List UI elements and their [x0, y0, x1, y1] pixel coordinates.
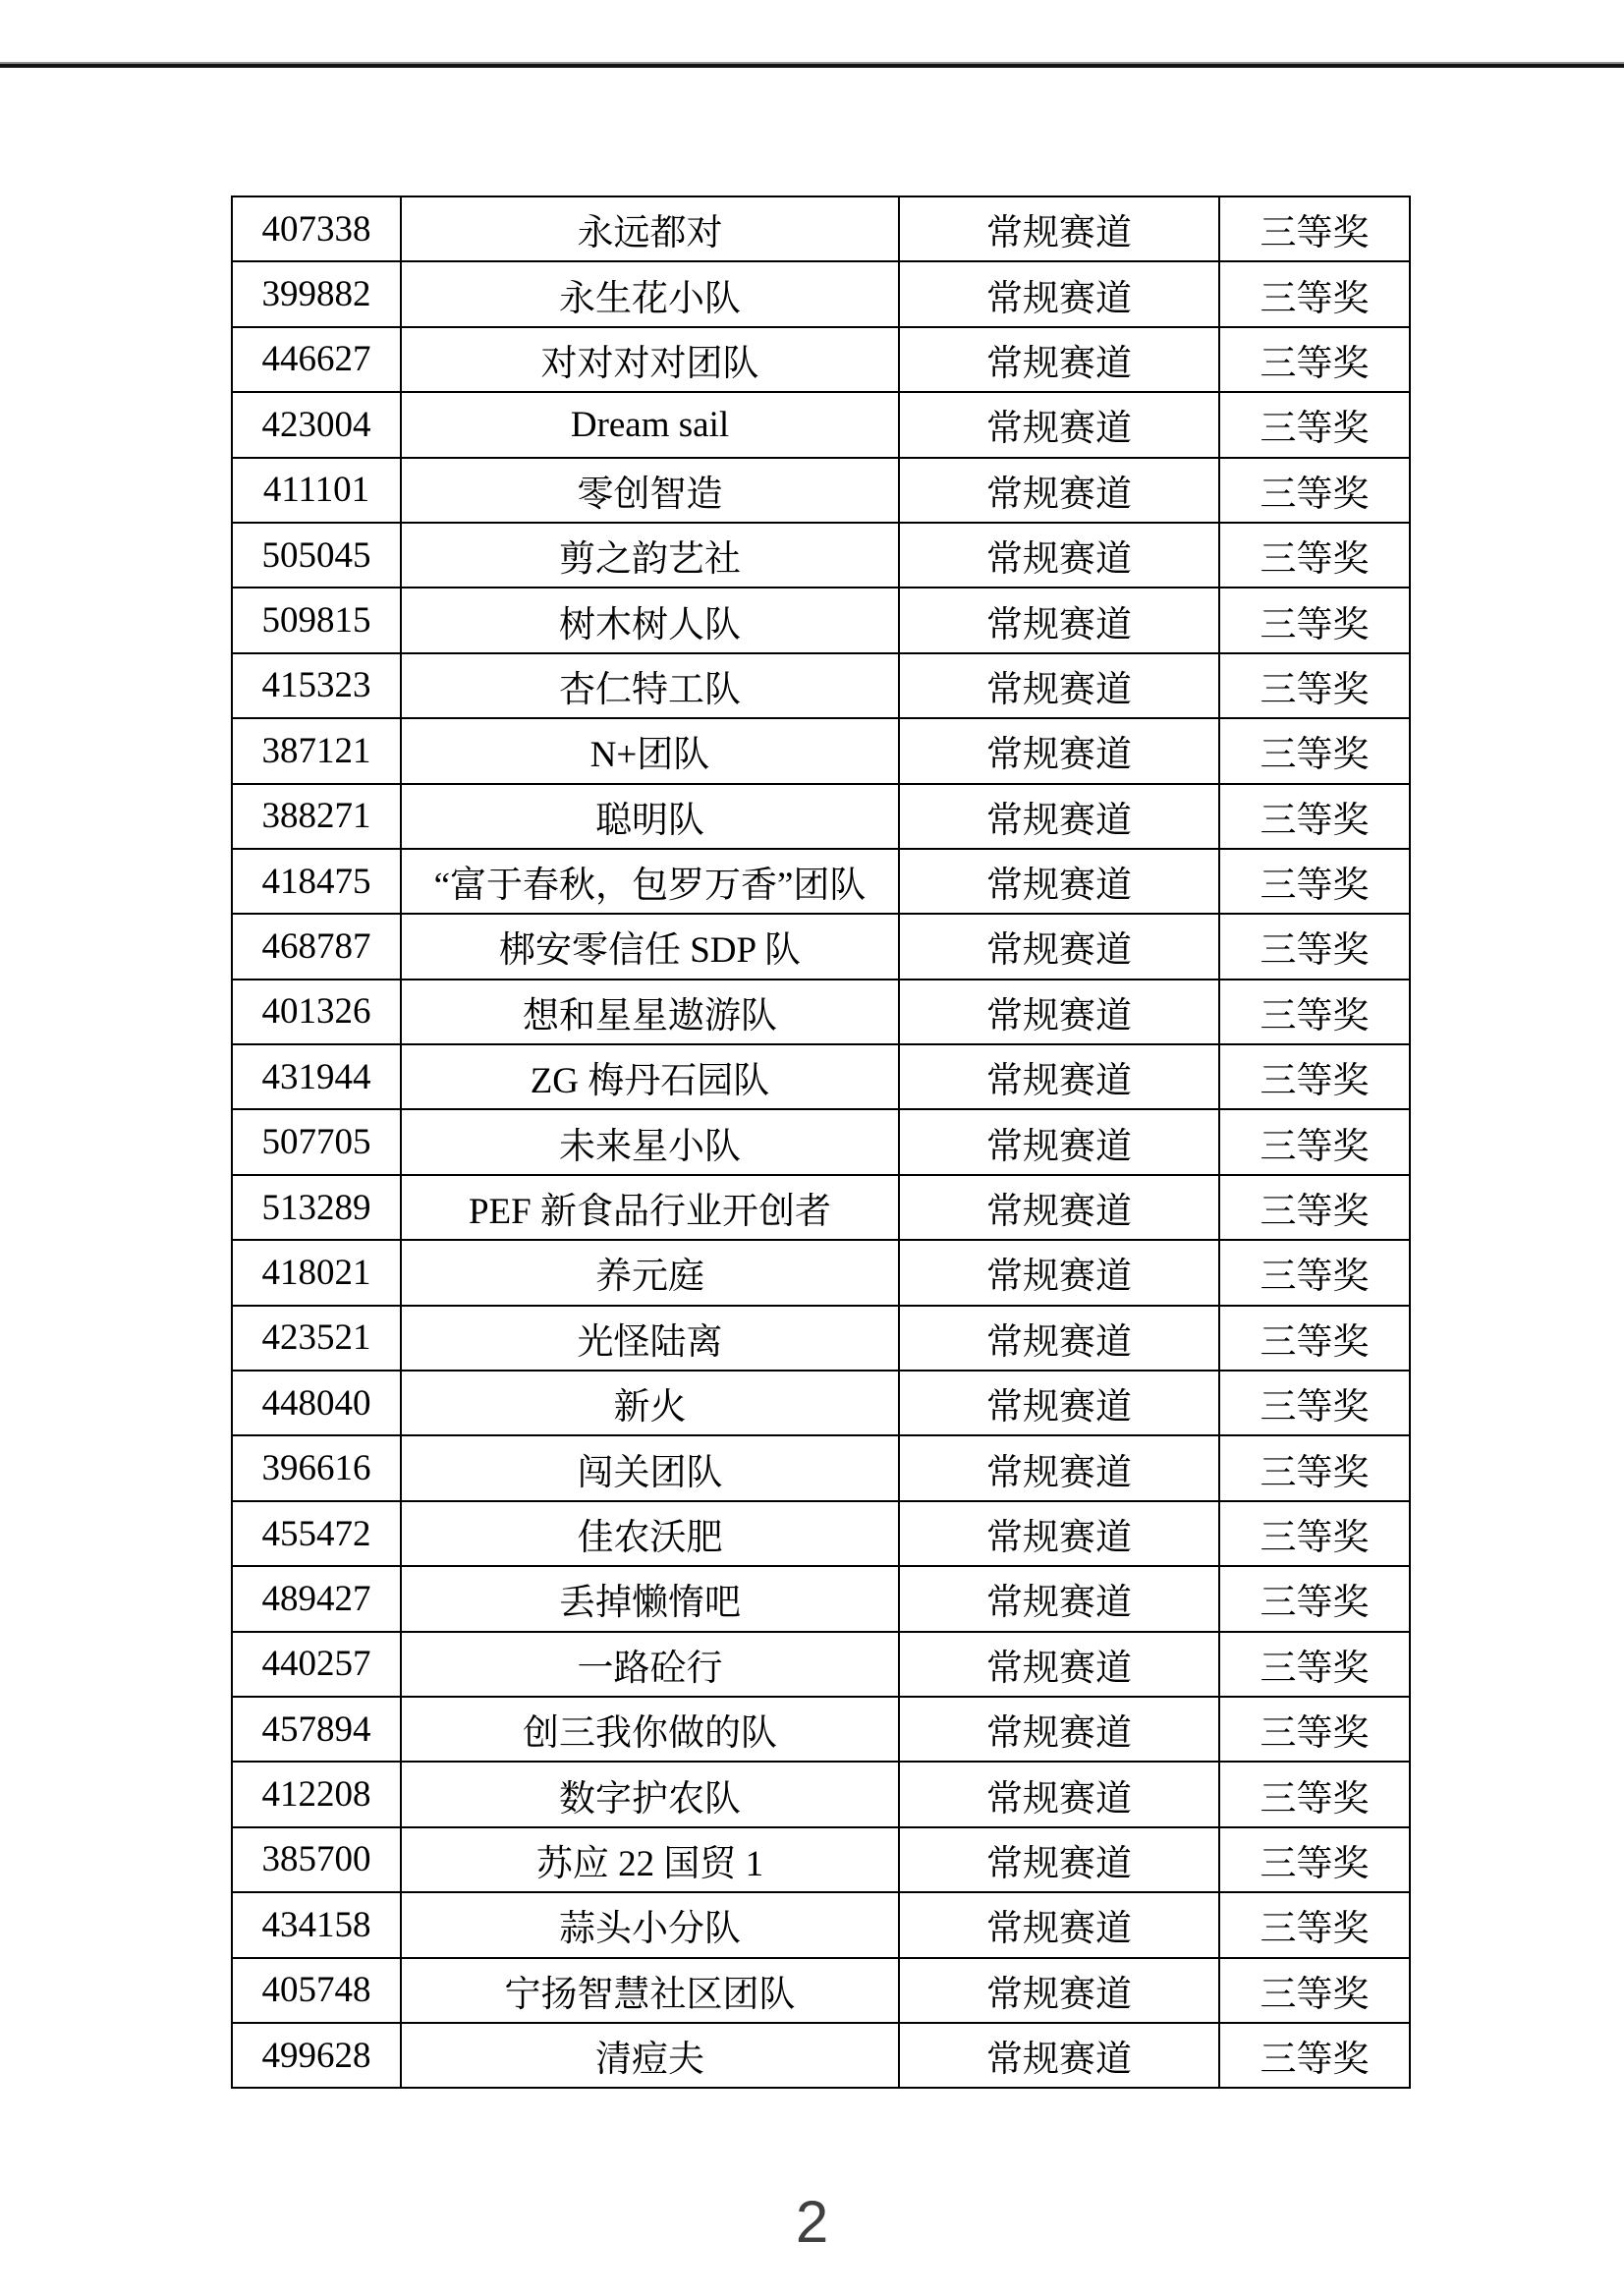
- table-row: [232, 327, 1410, 392]
- team-name-cell: 一路砼行: [401, 1632, 899, 1697]
- award-cell: 三等奖: [1219, 1109, 1410, 1174]
- award-cell: 三等奖: [1219, 1827, 1410, 1892]
- header-rule: [0, 62, 1624, 68]
- awards-table: [231, 196, 1411, 2089]
- award-cell: 三等奖: [1219, 914, 1410, 979]
- track-cell: 常规赛道: [899, 980, 1219, 1044]
- team-name-cell: 宁扬智慧社区团队: [401, 1958, 899, 2023]
- page-number: 2: [795, 2189, 829, 2255]
- table-row: [232, 1566, 1410, 1631]
- team-name-cell: 未来星小队: [401, 1109, 899, 1174]
- team-id-cell: 509815: [232, 588, 401, 652]
- table-row: [232, 849, 1410, 914]
- team-id-cell: 505045: [232, 523, 401, 588]
- award-cell: 三等奖: [1219, 1240, 1410, 1305]
- team-name-cell: 永远都对: [401, 196, 899, 261]
- team-name-cell: 养元庭: [401, 1240, 899, 1305]
- award-cell: 三等奖: [1219, 653, 1410, 718]
- team-name-cell: 梆安零信任 SDP 队: [401, 914, 899, 979]
- team-name-cell: 光怪陆离: [401, 1306, 899, 1371]
- team-name-cell: “富于春秋，包罗万香”团队: [401, 849, 899, 914]
- award-cell: 三等奖: [1219, 392, 1410, 457]
- team-name-cell: 树木树人队: [401, 588, 899, 652]
- team-name-cell: N+团队: [401, 718, 899, 783]
- team-id-cell: 399882: [232, 261, 401, 326]
- table-row: [232, 2023, 1410, 2088]
- table-row: [232, 1371, 1410, 1435]
- award-cell: 三等奖: [1219, 1632, 1410, 1697]
- track-cell: 常规赛道: [899, 1371, 1219, 1435]
- team-name-cell: 永生花小队: [401, 261, 899, 326]
- table-row: [232, 1306, 1410, 1371]
- team-name-cell: Dream sail: [401, 392, 899, 457]
- track-cell: 常规赛道: [899, 1109, 1219, 1174]
- track-cell: 常规赛道: [899, 718, 1219, 783]
- track-cell: 常规赛道: [899, 849, 1219, 914]
- team-id-cell: 412208: [232, 1762, 401, 1826]
- award-cell: 三等奖: [1219, 1762, 1410, 1826]
- team-id-cell: 411101: [232, 458, 401, 523]
- table-row: [232, 980, 1410, 1044]
- track-cell: 常规赛道: [899, 458, 1219, 523]
- track-cell: 常规赛道: [899, 1762, 1219, 1826]
- team-id-cell: 434158: [232, 1892, 401, 1957]
- table-row: [232, 261, 1410, 326]
- team-id-cell: 457894: [232, 1697, 401, 1762]
- track-cell: 常规赛道: [899, 1697, 1219, 1762]
- award-cell: 三等奖: [1219, 458, 1410, 523]
- header-rule-bottom-line: [0, 64, 1624, 68]
- award-cell: 三等奖: [1219, 1566, 1410, 1631]
- track-cell: 常规赛道: [899, 914, 1219, 979]
- table-row: [232, 1240, 1410, 1305]
- table-row: [232, 914, 1410, 979]
- team-id-cell: 418021: [232, 1240, 401, 1305]
- team-name-cell: 丢掉懒惰吧: [401, 1566, 899, 1631]
- table-row: [232, 718, 1410, 783]
- award-cell: 三等奖: [1219, 327, 1410, 392]
- award-cell: 三等奖: [1219, 1435, 1410, 1500]
- track-cell: 常规赛道: [899, 1827, 1219, 1892]
- award-cell: 三等奖: [1219, 1697, 1410, 1762]
- track-cell: 常规赛道: [899, 588, 1219, 652]
- team-id-cell: 385700: [232, 1827, 401, 1892]
- award-cell: 三等奖: [1219, 784, 1410, 849]
- award-cell: 三等奖: [1219, 523, 1410, 588]
- track-cell: 常规赛道: [899, 1501, 1219, 1566]
- team-name-cell: 佳农沃肥: [401, 1501, 899, 1566]
- award-cell: 三等奖: [1219, 849, 1410, 914]
- team-id-cell: 468787: [232, 914, 401, 979]
- team-name-cell: 剪之韵艺社: [401, 523, 899, 588]
- table-row: [232, 1501, 1410, 1566]
- track-cell: 常规赛道: [899, 1958, 1219, 2023]
- track-cell: 常规赛道: [899, 1306, 1219, 1371]
- table-row: [232, 1827, 1410, 1892]
- track-cell: 常规赛道: [899, 1566, 1219, 1631]
- team-name-cell: PEF 新食品行业开创者: [401, 1175, 899, 1240]
- table-row: [232, 1697, 1410, 1762]
- table-row: [232, 1892, 1410, 1957]
- award-cell: 三等奖: [1219, 1175, 1410, 1240]
- team-id-cell: 396616: [232, 1435, 401, 1500]
- team-name-cell: 清痘夫: [401, 2023, 899, 2088]
- table-row: [232, 458, 1410, 523]
- track-cell: 常规赛道: [899, 653, 1219, 718]
- track-cell: 常规赛道: [899, 392, 1219, 457]
- team-id-cell: 418475: [232, 849, 401, 914]
- track-cell: 常规赛道: [899, 327, 1219, 392]
- team-name-cell: 闯关团队: [401, 1435, 899, 1500]
- award-cell: 三等奖: [1219, 1371, 1410, 1435]
- team-id-cell: 415323: [232, 653, 401, 718]
- team-name-cell: 零创智造: [401, 458, 899, 523]
- team-name-cell: ZG 梅丹石园队: [401, 1044, 899, 1109]
- track-cell: 常规赛道: [899, 1044, 1219, 1109]
- award-cell: 三等奖: [1219, 2023, 1410, 2088]
- table-row: [232, 1044, 1410, 1109]
- table-row: [232, 1175, 1410, 1240]
- track-cell: 常规赛道: [899, 2023, 1219, 2088]
- track-cell: 常规赛道: [899, 1240, 1219, 1305]
- track-cell: 常规赛道: [899, 1175, 1219, 1240]
- team-id-cell: 387121: [232, 718, 401, 783]
- award-cell: 三等奖: [1219, 261, 1410, 326]
- table-row: [232, 1435, 1410, 1500]
- team-id-cell: 489427: [232, 1566, 401, 1631]
- table-row: [232, 588, 1410, 652]
- award-cell: 三等奖: [1219, 718, 1410, 783]
- track-cell: 常规赛道: [899, 784, 1219, 849]
- team-id-cell: 440257: [232, 1632, 401, 1697]
- award-cell: 三等奖: [1219, 588, 1410, 652]
- team-id-cell: 401326: [232, 980, 401, 1044]
- track-cell: 常规赛道: [899, 196, 1219, 261]
- team-id-cell: 388271: [232, 784, 401, 849]
- track-cell: 常规赛道: [899, 1892, 1219, 1957]
- team-name-cell: 数字护农队: [401, 1762, 899, 1826]
- table-row: [232, 1109, 1410, 1174]
- team-id-cell: 455472: [232, 1501, 401, 1566]
- track-cell: 常规赛道: [899, 523, 1219, 588]
- award-cell: 三等奖: [1219, 196, 1410, 261]
- team-id-cell: 499628: [232, 2023, 401, 2088]
- team-name-cell: 对对对对团队: [401, 327, 899, 392]
- table-row: [232, 392, 1410, 457]
- award-cell: 三等奖: [1219, 1501, 1410, 1566]
- team-id-cell: 431944: [232, 1044, 401, 1109]
- team-name-cell: 蒜头小分队: [401, 1892, 899, 1957]
- table-row: [232, 523, 1410, 588]
- team-name-cell: 苏应 22 国贸 1: [401, 1827, 899, 1892]
- award-cell: 三等奖: [1219, 1892, 1410, 1957]
- award-cell: 三等奖: [1219, 1958, 1410, 2023]
- award-cell: 三等奖: [1219, 1306, 1410, 1371]
- track-cell: 常规赛道: [899, 1435, 1219, 1500]
- team-id-cell: 446627: [232, 327, 401, 392]
- team-id-cell: 513289: [232, 1175, 401, 1240]
- award-cell: 三等奖: [1219, 980, 1410, 1044]
- table-row: [232, 784, 1410, 849]
- team-id-cell: 405748: [232, 1958, 401, 2023]
- table-row: [232, 653, 1410, 718]
- team-id-cell: 448040: [232, 1371, 401, 1435]
- table-row: [232, 196, 1410, 261]
- table-row: [232, 1632, 1410, 1697]
- team-name-cell: 杏仁特工队: [401, 653, 899, 718]
- team-id-cell: 423521: [232, 1306, 401, 1371]
- team-id-cell: 423004: [232, 392, 401, 457]
- awards-table-body: [232, 196, 1410, 2088]
- track-cell: 常规赛道: [899, 1632, 1219, 1697]
- team-name-cell: 想和星星遨游队: [401, 980, 899, 1044]
- track-cell: 常规赛道: [899, 261, 1219, 326]
- team-name-cell: 聪明队: [401, 784, 899, 849]
- table-row: [232, 1762, 1410, 1826]
- team-name-cell: 新火: [401, 1371, 899, 1435]
- award-cell: 三等奖: [1219, 1044, 1410, 1109]
- table-row: [232, 1958, 1410, 2023]
- team-id-cell: 507705: [232, 1109, 401, 1174]
- team-name-cell: 创三我你做的队: [401, 1697, 899, 1762]
- team-id-cell: 407338: [232, 196, 401, 261]
